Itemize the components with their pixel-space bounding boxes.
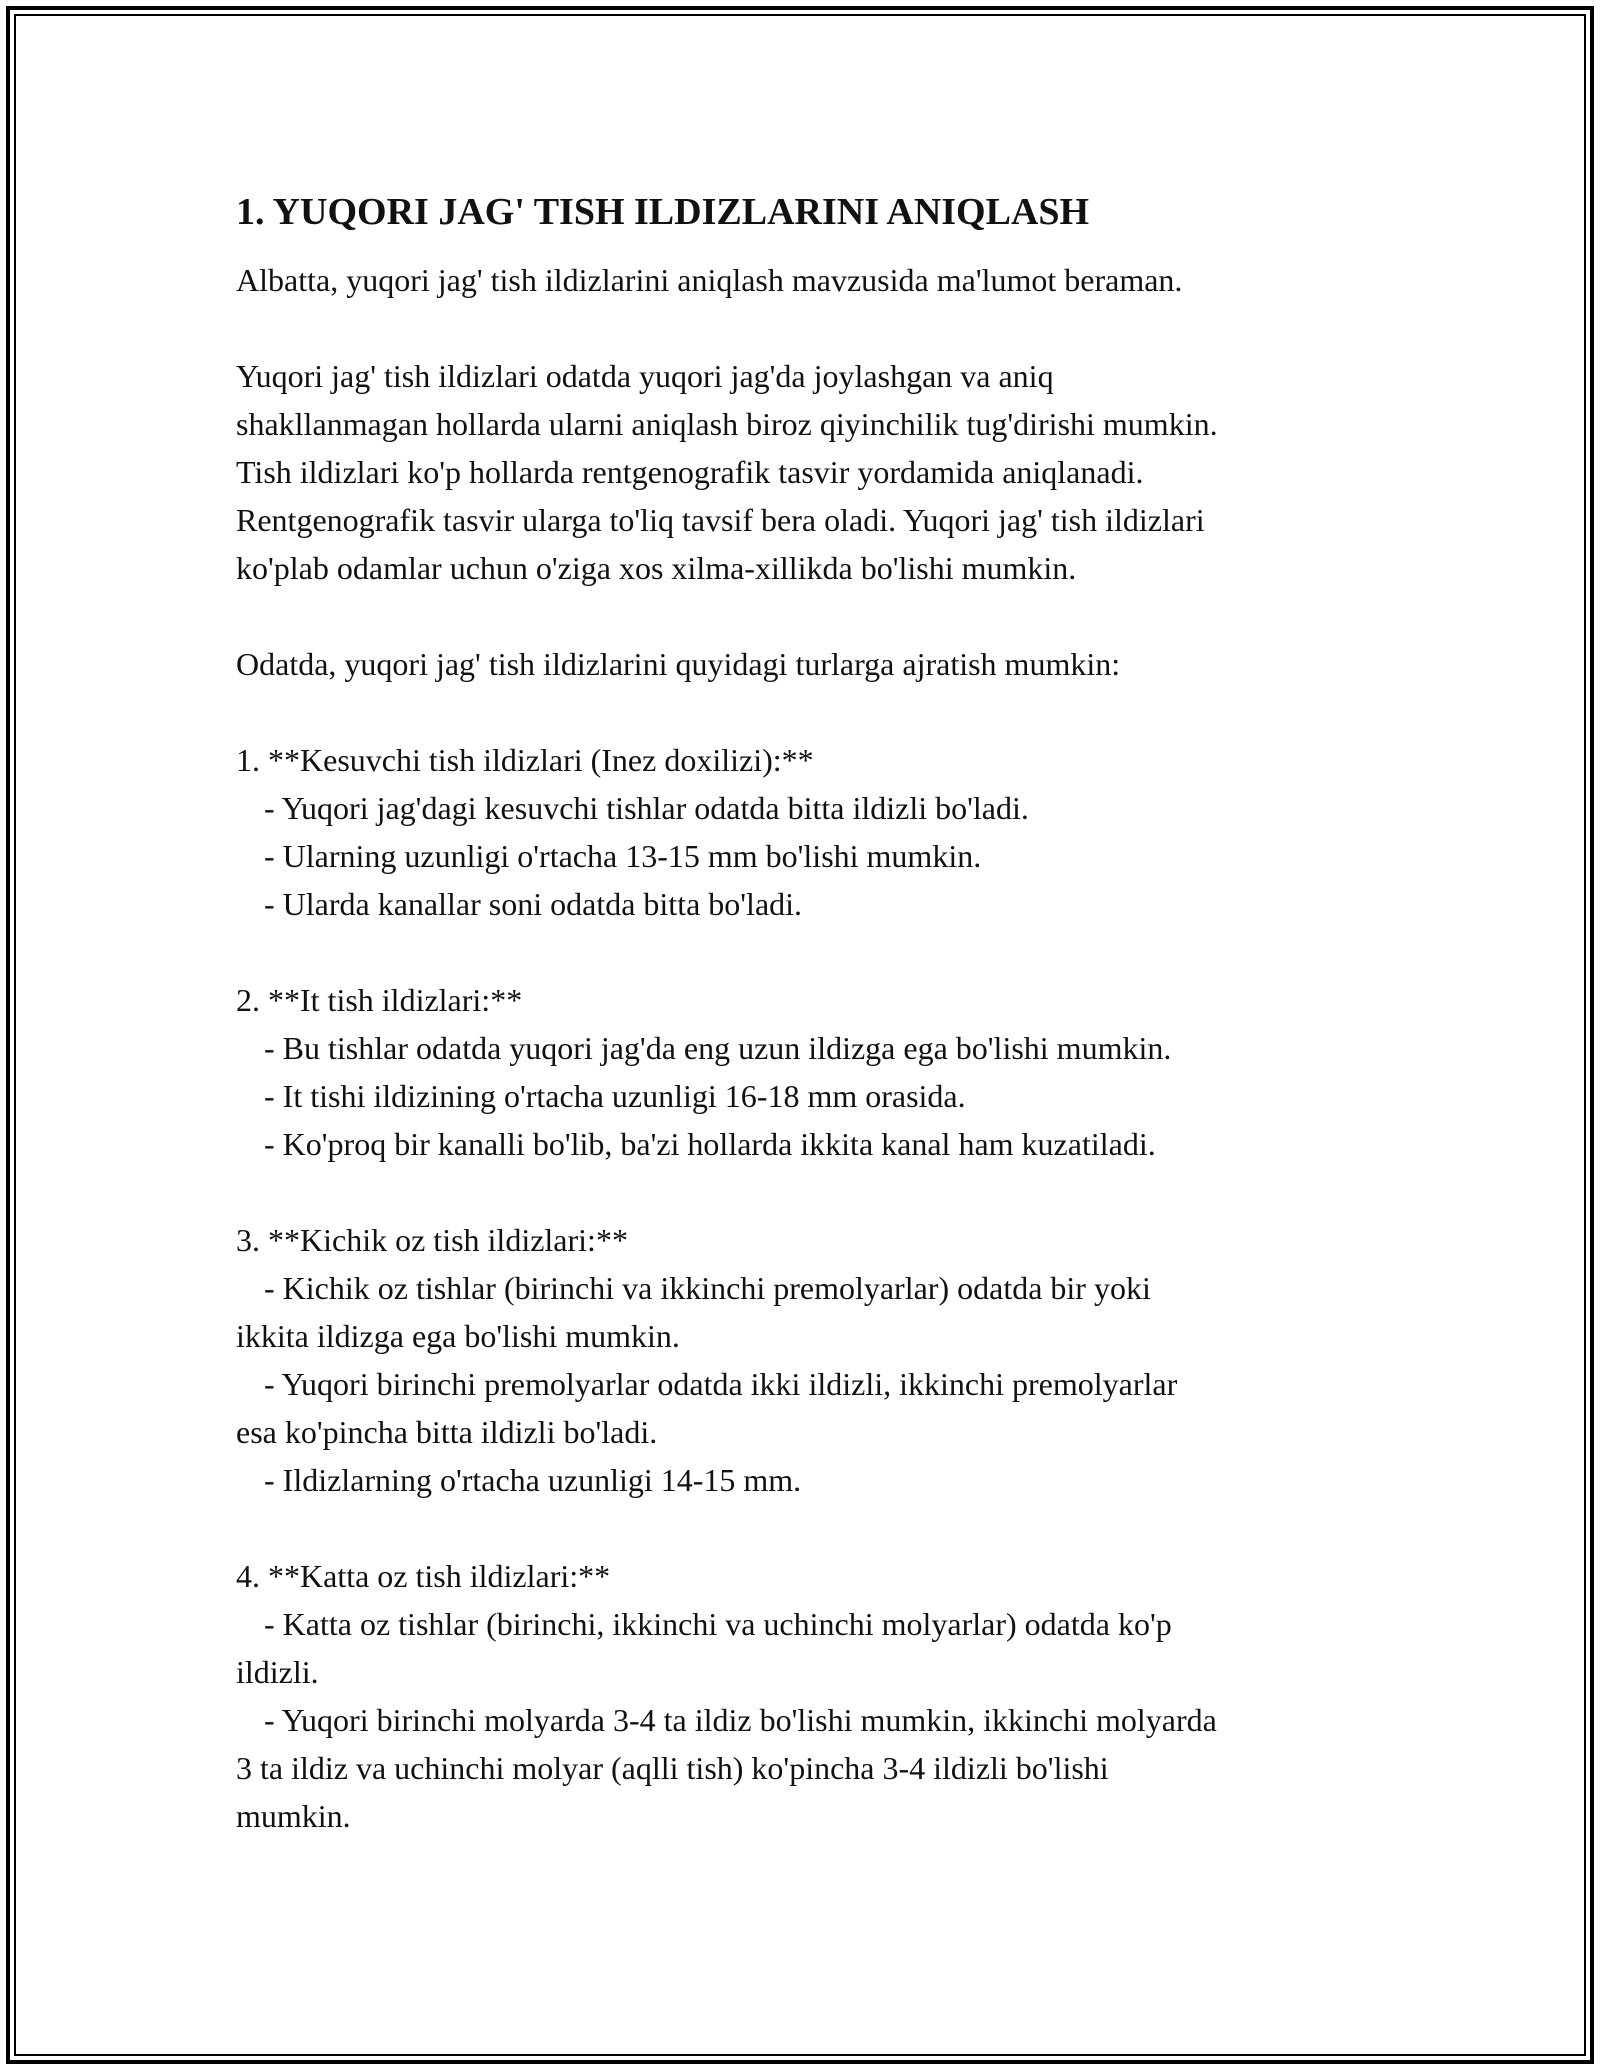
intro-text: Albatta, yuqori jag' tish ildizlarini aniqlash mavzusida ma'lumot beraman. [236,262,1183,298]
bullet-text: - Yuqori birinchi premolyarlar odatda ikki ildizli, ikkinchi premolyarlar [264,1366,1178,1402]
description-paragraph [236,352,1386,592]
bullet-continuation-line [236,1792,1386,1840]
bullet-text: - Ildizlarning o'rtacha uzunligi 14-15 mm. [264,1462,802,1498]
paragraph-line: Rentgenografik tasvir ularga to'liq tavsif bera oladi. Yuqori jag' tish ildizlari [236,502,1205,538]
bullet-line [236,1456,1386,1504]
document-body [236,184,1386,1888]
bullet-line [236,1024,1386,1072]
root-type-section [236,976,1386,1168]
section-heading: 1. **Kesuvchi tish ildizlari (Inez doxilizi):** [236,742,814,778]
bullet-text: - Yuqori jag'dagi kesuvchi tishlar odatda bitta ildizli bo'ladi. [264,790,1029,826]
types-intro-text: Odatda, yuqori jag' tish ildizlarini quyidagi turlarga ajratish mumkin: [236,646,1121,682]
root-type-section [236,1552,1386,1840]
bullet-text: - Kichik oz tishlar (birinchi va ikkinchi premolyarlar) odatda bir yoki [264,1270,1151,1306]
bullet-line [236,1264,1386,1312]
bullet-line [236,1360,1386,1408]
bullet-text: - Ko'proq bir kanalli bo'lib, ba'zi hollarda ikkita kanal ham kuzatiladi. [264,1126,1156,1162]
paragraph-line: ko'plab odamlar uchun o'ziga xos xilma-xillikda bo'lishi mumkin. [236,550,1077,586]
root-type-section [236,736,1386,928]
bullet-line [236,1600,1386,1648]
paragraph-line: Yuqori jag' tish ildizlari odatda yuqori jag'da joylashgan va aniq [236,358,1054,394]
bullet-text: 3 ta ildiz va uchinchi molyar (aqlli tish) ko'pincha 3-4 ildizli bo'lishi [236,1750,1109,1786]
bullet-text: ikkita ildizga ega bo'lishi mumkin. [236,1318,680,1354]
bullet-line [236,1696,1386,1744]
bullet-text: mumkin. [236,1798,351,1834]
bullet-continuation-line [236,1408,1386,1456]
bullet-line [236,832,1386,880]
document-title: 1. YUQORI JAG' TISH ILDIZLARINI ANIQLASH [236,191,1090,233]
bullet-text: - Katta oz tishlar (birinchi, ikkinchi va uchinchi molyarlar) odatda ko'p [264,1606,1172,1642]
bullet-continuation-line [236,1648,1386,1696]
bullet-line [236,1120,1386,1168]
bullet-text: - Bu tishlar odatda yuqori jag'da eng uzun ildizga ega bo'lishi mumkin. [264,1030,1172,1066]
bullet-continuation-line [236,1744,1386,1792]
bullet-text: - Ularda kanallar soni odatda bitta bo'ladi. [264,886,803,922]
paragraph-line: shakllanmagan hollarda ularni aniqlash biroz qiyinchilik tug'dirishi mumkin. [236,406,1218,442]
bullet-line [236,1072,1386,1120]
bullet-text: - It tishi ildizining o'rtacha uzunligi 16-18 mm orasida. [264,1078,966,1114]
bullet-line [236,784,1386,832]
bullet-text: esa ko'pincha bitta ildizli bo'ladi. [236,1414,658,1450]
bullet-continuation-line [236,1312,1386,1360]
root-types-list [236,736,1386,1840]
bullet-text: ildizli. [236,1654,319,1690]
section-heading: 2. **It tish ildizlari:** [236,982,523,1018]
bullet-line [236,880,1386,928]
bullet-text: - Yuqori birinchi molyarda 3-4 ta ildiz bo'lishi mumkin, ikkinchi molyarda [264,1702,1217,1738]
bullet-text: - Ularning uzunligi o'rtacha 13-15 mm bo'lishi mumkin. [264,838,982,874]
root-type-section [236,1216,1386,1504]
paragraph-line: Tish ildizlari ko'p hollarda rentgenografik tasvir yordamida aniqlanadi. [236,454,1144,490]
section-heading: 4. **Katta oz tish ildizlari:** [236,1558,611,1594]
section-heading: 3. **Kichik oz tish ildizlari:** [236,1222,628,1258]
